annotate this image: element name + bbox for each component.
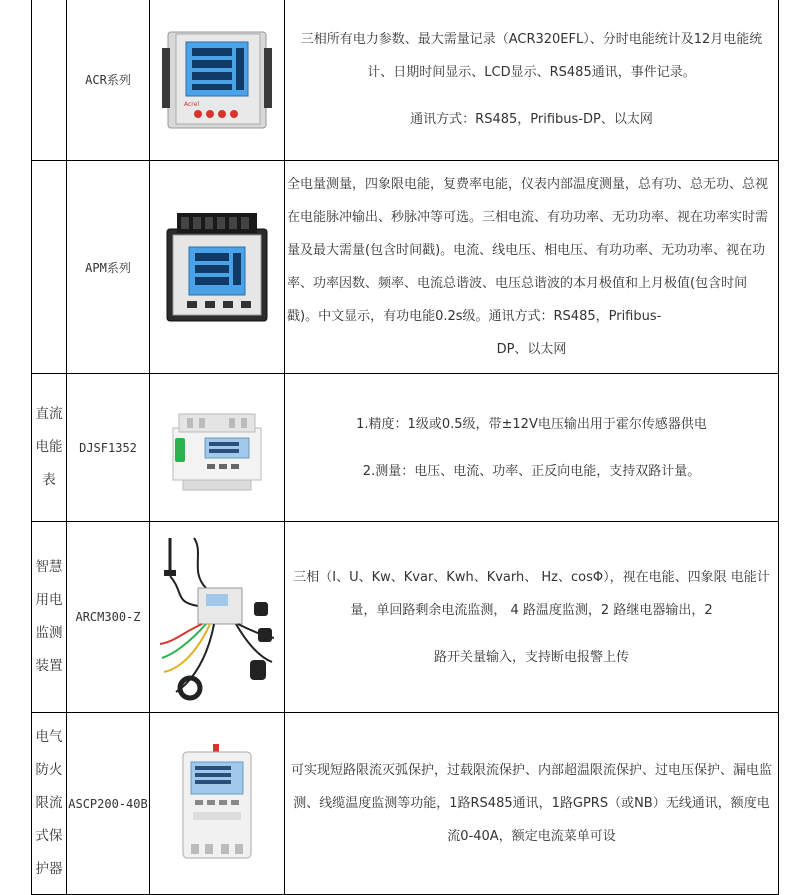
- category-line: 防火: [35, 762, 63, 778]
- category-cell: [32, 522, 67, 713]
- category-line: 智慧: [35, 559, 63, 575]
- product-image-cell: [150, 374, 285, 522]
- description-text: 2.测量：电压、电流、功率、正反向电能，支持双路计量。: [362, 463, 701, 479]
- category-line: 监测: [35, 625, 63, 641]
- table-row: [32, 374, 779, 522]
- category-line: 式保: [35, 828, 63, 844]
- table-row: [32, 0, 779, 161]
- category-line: 限流: [35, 795, 63, 811]
- description-text: DP、以太网: [496, 342, 567, 357]
- product-image-cell: [150, 0, 285, 161]
- category-line: 直流: [35, 406, 63, 422]
- description-text: 全电量测量，四象限电能，复费率电能，仪表内部温度测量，总有功、总无功、总视在电能脉冲输出、秒脉冲等可选。三相电流、有功功率、无功功率、视在功率实时需量及最大需量(包含时间戳)。电流、线电压、相电压、有功功率、无功功率、视在功率、功率因数、频率、电流总谐波、电压总谐波的本月极值和上月极值(包含时间戳)。中文显示，有功电能0.2s级。通讯方式：RS485，Prifibus-: [287, 177, 769, 324]
- category-line: 表: [42, 472, 56, 488]
- category-cell: [32, 374, 67, 522]
- description-cell: [285, 713, 779, 895]
- din-rail-dc-meter-icon: [169, 404, 265, 492]
- table-row: [32, 161, 779, 374]
- description-cell: [285, 0, 779, 161]
- description-text: 路开关量输入，支持断电报警上传: [433, 649, 629, 665]
- product-spec-table: [31, 0, 779, 895]
- product-image-cell: [150, 161, 285, 374]
- product-image-cell: [150, 522, 285, 713]
- smart-monitor-with-sensors-icon: [154, 532, 280, 702]
- product-image-cell: [150, 713, 285, 895]
- current-limit-protector-icon: [177, 744, 257, 864]
- category-line: 电能: [35, 439, 63, 455]
- table-row: [32, 713, 779, 895]
- svg-text:Acrel: Acrel: [184, 100, 199, 108]
- model-name: ACR系列: [85, 73, 131, 87]
- category-line: 用电: [35, 592, 63, 608]
- category-cell: [32, 161, 67, 374]
- category-line: 电气: [35, 729, 63, 745]
- panel-meter-acr-icon: [162, 28, 272, 132]
- category-line: 护器: [35, 861, 63, 877]
- description-text: 通讯方式：RS485，Prifibus-DP、以太网: [410, 112, 653, 127]
- description-cell: [285, 161, 779, 374]
- model-cell: [67, 713, 150, 895]
- model-cell: [67, 522, 150, 713]
- model-name: ARCM300-Z: [75, 610, 141, 624]
- description-text: 三相（I、U、Kw、Kvar、Kwh、Kvarh、 Hz、cosΦ），视在电能、四象限 电能计量，单回路剩余电流监测， 4 路温度监测，2 路继电器输出，2: [293, 569, 770, 618]
- description-text: 可实现短路限流灭弧保护，过载限流保护、内部超温限流保护、过电压保护、漏电监测、线缆温度监测等功能，1路RS485通讯，1路GPRS（或NB）无线通讯，额度电流0-40A，额定电流菜单可设: [290, 763, 772, 844]
- model-name: DJSF1352: [79, 440, 137, 455]
- description-text: 三相所有电力参数、最大需量记录（ACR320EFL）、分时电能统计及12月电能统计、日期时间显示、LCD显示、RS485通讯，事件记录。: [300, 32, 763, 80]
- category-cell: [32, 713, 67, 895]
- model-name: ASCP200-40B: [68, 796, 148, 811]
- model-cell: [67, 0, 150, 161]
- panel-meter-apm-icon: [163, 211, 271, 323]
- model-cell: [67, 161, 150, 374]
- description-cell: [285, 522, 779, 713]
- category-cell: [32, 0, 67, 161]
- model-name: APM系列: [85, 260, 131, 275]
- description-cell: [285, 374, 779, 522]
- description-text: 1.精度：1级或0.5级，带±12V电压输出用于霍尔传感器供电: [356, 416, 707, 432]
- model-cell: [67, 374, 150, 522]
- table-row: [32, 522, 779, 713]
- category-line: 装置: [35, 658, 63, 674]
